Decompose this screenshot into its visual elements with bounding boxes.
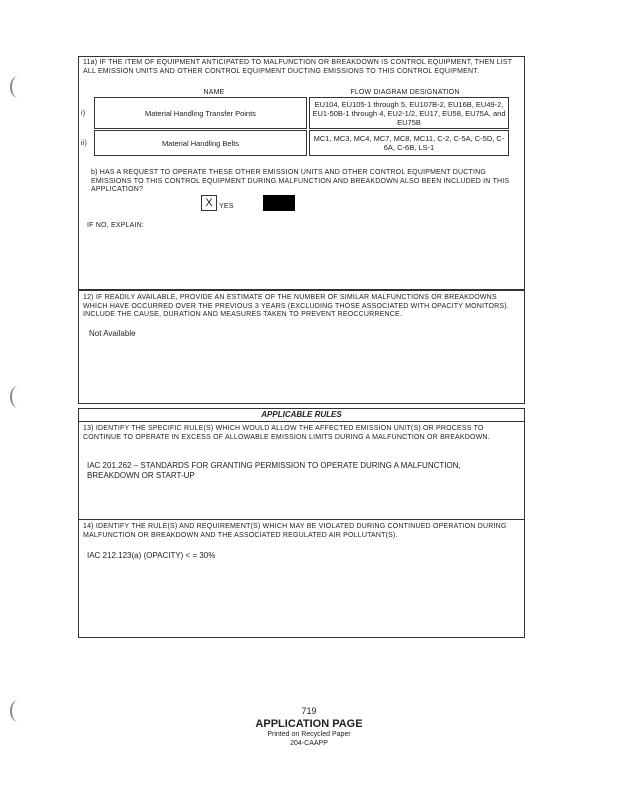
question-14: 14) IDENTIFY THE RULE(S) AND REQUIREMENT(S) WHICH MAY BE VIOLATED DURING CONTINUED OPERATION DURING MALFUNCTION OR BREAKDOWN AND THE ASSOCIATED REGULATED AIR POLLUTANT(S).: [83, 523, 507, 539]
row-ii-designation: MC1, MC3, MC4, MC7, MC8, MC11, C-2, C-5A, C-5D, C-6A, C-6B, LS-1: [309, 130, 509, 156]
column-flow-header: FLOW DIAGRAM DESIGNATION: [350, 89, 460, 96]
application-page-title: APPLICATION PAGE: [255, 718, 363, 730]
section-12: [78, 290, 525, 404]
question-12: 12) IF READILY AVAILABLE, PROVIDE AN ESTIMATE OF THE NUMBER OF SIMILAR MALFUNCTIONS OR BREAKDOWNS WHICH HAVE OCCURRED OVER THE PREVIOUS 3 YEARS (EXCLUDING THOSE ASSOCIATED WITH OPACITY MONITORS). INCLUDE THE CAUSE, DURATION AND MEASURES TAKEN TO PREVENT REOCCURRENCE.: [83, 294, 509, 318]
applicable-rules-header: APPLICABLE RULES: [79, 409, 524, 422]
answer-14: IAC 212.123(a) (OPACITY) < = 30%: [87, 551, 216, 560]
row-number-i: i): [81, 110, 86, 117]
form-id: 204-CAAPP: [290, 740, 328, 747]
answer-13: IAC 201.262 – STANDARDS FOR GRANTING PERMISSION TO OPERATE DURING A MALFUNCTION, BREAKDOWN OR START-UP: [87, 461, 461, 480]
yes-label: YES: [219, 203, 234, 210]
question-11a: 11a) IF THE ITEM OF EQUIPMENT ANTICIPATED TO MALFUNCTION OR BREAKDOWN IS CONTROL EQUIPMENT, THEN LIST ALL EMISSION UNITS AND OTHER CONTROL EQUIPMENT DUCTING EMISSIONS TO THIS CONTROL EQUIPMENT.: [83, 59, 513, 75]
section-11: [78, 56, 525, 290]
binder-hole-middle: [10, 386, 26, 408]
recycled-paper-note: Printed on Recycled Paper: [267, 731, 351, 738]
row-i-name: Material Handling Transfer Points: [94, 97, 307, 129]
row-i-designation: EU104, EU105-1 through 5, EU107B-2, EU16B, EU49-2, EU1-50B-1 through 4, EU2-1/2, EU17, EU58, EU75A, and EU75B: [309, 97, 509, 129]
question-11b: b) HAS A REQUEST TO OPERATE THESE OTHER EMISSION UNITS AND OTHER CONTROL EQUIPMENT DUCTING EMISSIONS TO THIS CONTROL EQUIPMENT DURING MALFUNCTION AND BREAKDOWN ALSO BEEN INCLUDED IN THIS APPLICATION?: [91, 169, 510, 193]
page-number: 719: [301, 706, 317, 716]
if-no-explain: IF NO, EXPLAIN:: [87, 222, 145, 229]
yes-checkbox[interactable]: X: [201, 195, 217, 211]
answer-12: Not Available: [89, 329, 136, 338]
row-ii-name: Material Handling Belts: [94, 130, 307, 156]
question-13: 13) IDENTIFY THE SPECIFIC RULE(S) WHICH WOULD ALLOW THE AFFECTED EMISSION UNIT(S) OR PROCESS TO CONTINUE TO OPERATE IN EXCESS OF ALLOWABLE EMISSION LIMITS DURING A MALFUNCTION OR BREAKDOWN.: [83, 425, 490, 441]
rules-divider: [79, 519, 524, 520]
row-number-ii: ii): [81, 140, 88, 147]
binder-hole-top: [10, 76, 26, 98]
column-name-header: NAME: [203, 89, 225, 96]
redaction-block: [263, 195, 295, 211]
applicable-rules-section: [78, 408, 525, 638]
